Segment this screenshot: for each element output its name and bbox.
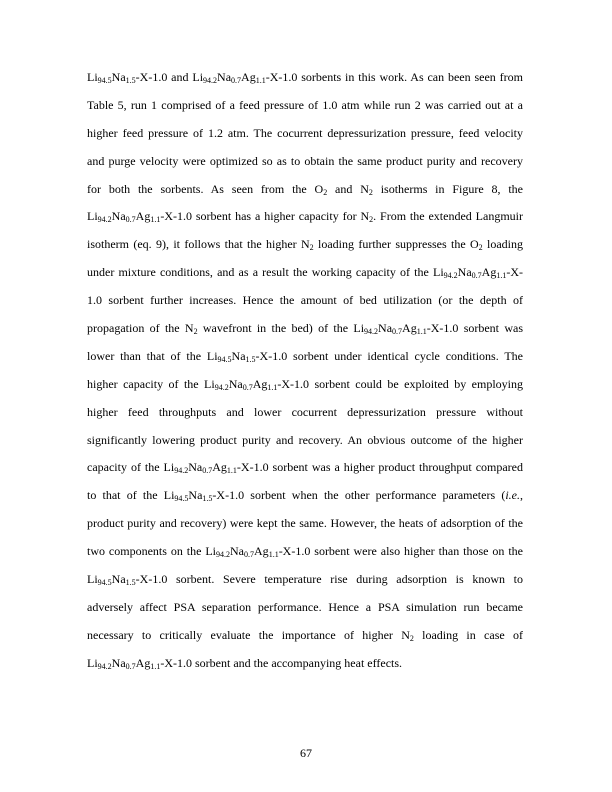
text-line [87,176,523,204]
italic-text: i.e. [505,488,520,503]
subscript: 94.2 [364,327,379,337]
text-line [87,594,523,622]
text-segment: Li [87,70,98,84]
subscript: 94.2 [97,215,112,225]
subscript: 1.1 [267,382,278,392]
text-segment: . From the extended Langmuir [373,209,524,224]
text-segment: for both the sorbents. As seen from the O [87,181,324,196]
text-line [87,650,523,678]
subscript: 94.5 [174,494,189,504]
text-segment: Na [378,321,393,336]
subscript: 0.7 [125,661,136,671]
text-segment: -X-1.0 sorbents in this work. As can been seen from [265,70,523,84]
text-segment: higher feed pressure of 1.2 atm. The cocurrent depressurization pressure, feed velocity [87,125,523,140]
text-segment: Li [87,572,98,587]
subscript: 94.2 [174,466,189,476]
text-line [87,343,523,371]
text-segment: -X-1.0 sorbent. Severe temperature rise during adsorption is known to [135,572,523,587]
text-segment: Ag [402,321,417,336]
text-segment: Na [111,209,126,224]
subscript: 2 [309,243,314,253]
text-segment: -X- [506,265,523,280]
text-segment: Na [230,544,245,559]
text-segment: two components on the Li [87,544,217,559]
text-line [87,538,523,566]
text-segment: significantly lowering product purity and recovery. An obvious outcome of the higher [87,432,523,447]
page-number: 67 [300,746,312,760]
subscript: 94.2 [443,271,458,281]
subscript: 1.1 [226,466,237,476]
subscript: 1.1 [268,550,279,560]
subscript: 94.2 [97,661,112,671]
text-segment: -X-1.0 sorbent when the other performance parameters ( [212,488,506,503]
text-segment: -X-1.0 sorbent and the accompanying heat effects. [160,655,403,670]
subscript: 2 [368,187,373,197]
subscript: 0.7 [392,327,403,337]
text-line [87,64,523,92]
text-segment: Ag [212,460,227,475]
subscript: 1.5 [245,354,256,364]
subscript: 1.1 [255,76,266,85]
text-segment: isotherm (eq. 9), it follows that the higher N [87,237,310,252]
subscript: 2 [409,633,414,643]
subscript: 0.7 [242,382,253,392]
text-line [87,120,523,148]
subscript: 0.7 [125,215,136,225]
text-segment: under mixture conditions, and as a result the working capacity of the Li [87,265,444,280]
subscript: 1.5 [125,76,136,85]
text-segment: Na [217,70,232,84]
text-segment: Li [87,209,98,224]
subscript: 2 [323,187,328,197]
text-segment: Na [111,572,126,587]
text-line [87,231,523,259]
text-segment: 1.0 sorbent further increases. Hence the amount of bed utilization (or the depth of [87,293,523,308]
subscript: 1.1 [150,661,161,671]
text-segment: to that of the Li [87,488,175,503]
text-line [87,454,523,482]
text-segment: necessary to critically evaluate the importance of higher N [87,627,410,642]
text-segment: Na [188,460,203,475]
text-segment: higher capacity of the Li [87,376,215,391]
text-segment: -X-1.0 sorbent were also higher than those on the [278,544,523,559]
text-segment: lower than that of the Li [87,348,218,363]
text-segment: Na [188,488,203,503]
text-line [87,510,523,538]
text-segment: Na [457,265,472,280]
text-line [87,371,523,399]
subscript: 2 [369,215,374,225]
subscript: 94.2 [216,550,231,560]
text-segment: Table 5, run 1 comprised of a feed pressure of 1.0 atm while run 2 was carried out at a [87,97,523,112]
text-segment: Na [111,655,126,670]
text-line [87,287,523,315]
text-segment: Ag [135,655,151,670]
text-segment: Li [87,655,98,670]
text-segment: higher feed throughputs and lower cocurrent depressurization pressure without [87,404,523,419]
text-segment: Na [228,376,243,391]
subscript: 1.5 [202,494,213,504]
text-segment: -X-1.0 and Li [135,70,204,84]
subscript: 0.7 [231,76,242,85]
text-segment: adversely affect PSA separation performance. Hence a PSA simulation run became [87,599,523,614]
body-paragraph [87,64,523,678]
text-segment: and N [327,181,369,196]
subscript: 94.5 [217,354,232,364]
text-segment: -X-1.0 sorbent under identical cycle conditions. The [255,348,524,363]
text-segment: wavefront in the bed) of the Li [197,321,365,336]
text-segment: Na [111,70,126,84]
text-segment: Ag [481,265,497,280]
text-segment: loading in case of [413,627,523,642]
subscript: 1.1 [496,271,507,281]
text-segment: Ag [135,209,151,224]
text-segment: capacity of the Li [87,460,175,475]
text-segment: loading [482,237,524,252]
text-segment: Ag [252,376,268,391]
subscript: 94.5 [97,578,112,588]
text-segment: -X-1.0 sorbent could be exploited by employing [277,376,523,391]
text-line [87,203,523,231]
text-segment: Na [231,348,246,363]
text-line [87,566,523,594]
subscript: 94.2 [214,382,229,392]
text-segment: product purity and recovery) were kept the same. However, the heats of adsorption of the [87,516,523,531]
text-segment: -X-1.0 sorbent has a higher capacity for N [160,209,370,224]
text-line [87,315,523,343]
subscript: 1.1 [416,327,427,337]
text-segment: propagation of the N [87,321,194,336]
text-line [87,399,523,427]
text-segment: -X-1.0 sorbent was a higher product throughput compared [236,460,523,475]
text-line [87,259,523,287]
text-segment: -X-1.0 sorbent was [426,321,523,336]
text-segment: Ag [254,544,269,559]
subscript: 0.7 [244,550,255,560]
subscript: 1.5 [125,578,136,588]
text-line [87,92,523,120]
text-line [87,427,523,455]
subscript: 94.2 [203,76,218,85]
text-segment: isotherms in Figure 8, the [372,181,523,196]
subscript: 0.7 [202,466,213,476]
subscript: 2 [478,243,483,253]
text-segment: loading further suppresses the O [313,237,479,252]
text-segment: , [520,488,523,503]
text-line [87,622,523,650]
subscript: 0.7 [471,271,482,281]
text-line [87,148,523,176]
subscript: 2 [193,327,198,337]
text-line [87,482,523,510]
subscript: 94.5 [97,76,112,85]
text-segment: Ag [241,70,256,84]
subscript: 1.1 [150,215,161,225]
text-segment: and purge velocity were optimized so as to obtain the same product purity and recovery [87,153,523,168]
